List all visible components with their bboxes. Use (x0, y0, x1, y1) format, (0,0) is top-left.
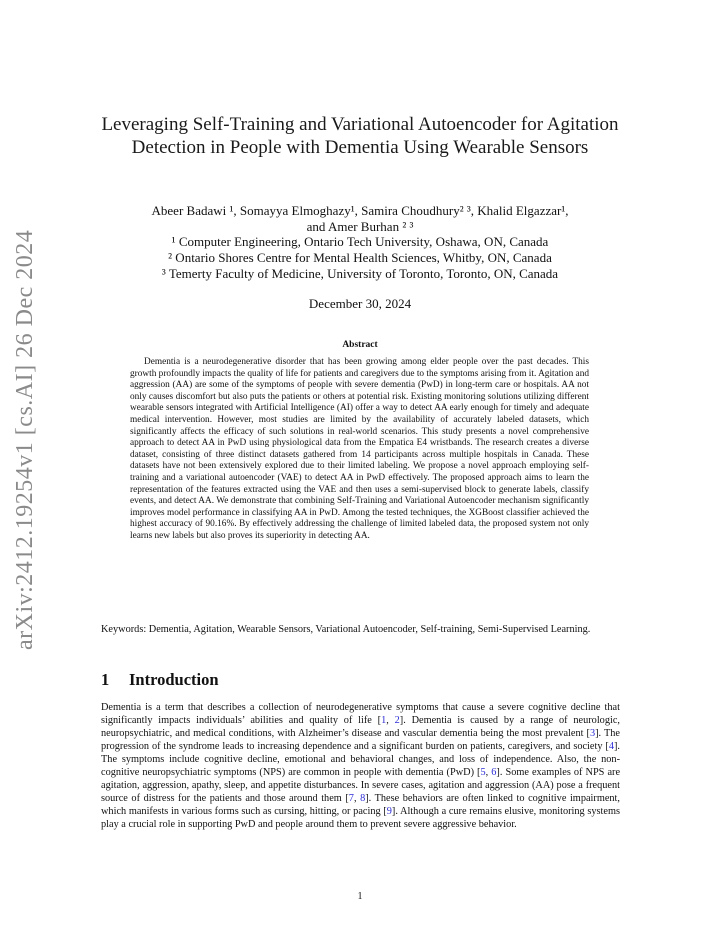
intro-text: ]. Dementia is caused by a range of neurologic, neuropsychiatric, and medical conditions, with Alzheimer’s disease and vascular dementia being the most prevalent [ (101, 715, 620, 739)
authors-line-1: Abeer Badawi ¹, Somayya Elmoghazy¹, Samira Choudhury² ³, Khalid Elgazzar¹, (151, 203, 569, 218)
intro-text: ]. The symptoms include cognitive decline, emotional and behavioral changes, and loss of independence. Also, the non-cognitive neuropsychiatric symptoms (NPS) are common in people with dementia (PwD) [ (101, 741, 620, 778)
citation-link[interactable]: 1 (381, 715, 387, 726)
affiliation-2: ² Ontario Shores Centre for Mental Health Sciences, Whitby, ON, Canada (168, 250, 552, 265)
section-title: Introduction (129, 670, 219, 689)
page-number: 1 (357, 891, 363, 902)
citation-link[interactable]: 3 (589, 728, 596, 739)
authors-line-2: and Amer Burhan ² ³ (306, 219, 414, 234)
section-heading-introduction (101, 670, 219, 690)
intro-text: ]. Although a cure remains elusive, monitoring systems play a crucial role in supporting PwD and people around them to prevent severe aggressive behavior. (101, 806, 620, 830)
intro-text: , (485, 767, 492, 778)
intro-text: , (353, 793, 361, 804)
citation-link[interactable]: 4 (608, 741, 614, 752)
citation-link[interactable]: 6 (491, 767, 497, 778)
citation-link[interactable]: 2 (394, 715, 400, 726)
citation-link[interactable]: 8 (360, 793, 366, 804)
affiliation-1: ¹ Computer Engineering, Ontario Tech University, Oshawa, ON, Canada (171, 234, 549, 249)
introduction-paragraph (101, 701, 620, 831)
section-number: 1 (101, 670, 110, 689)
abstract-heading: Abstract (342, 340, 378, 350)
publication-date: December 30, 2024 (308, 296, 412, 311)
keywords: Keywords: Dementia, Agitation, Wearable Sensors, Variational Autoencoder, Self-training, Semi-Supervised Learning. (101, 624, 591, 635)
abstract-text: Dementia is a neurodegenerative disorder that has been growing among elder people over the past decades. This growth profoundly impacts the quality of life for patients and caregivers due to the symptoms arising from it. Agitation and aggression (AA) are some of the symptoms of people with severe dementia (PwD) in long-term care or hospitals. AA not only causes discomfort but also puts the patients or others at potential risk. Existing monitoring solutions utilizing different wearable sensors integrated with Artificial Intelligence (AI) offer a way to detect AA early enough for timely and adequate medical intervention. However, most studies are limited by the availability of accurately labeled datasets, which significantly affects the efficacy of such solutions in real-world scenarios. This study presents a novel comprehensive approach to detect AA in PwD using physiological data from the Empatica E4 wristbands. The research creates a diverse dataset, consisting of three distinct datasets gathered from 14 participants across multiple hospitals in Canada. These datasets have not been extensively explored due to their limited labeling. We propose a novel approach employing self-training and a variational autoencoder (VAE) to detect AA in PwD effectively. The proposed approach aims to learn the representation of the features extracted using the VAE and then uses a semi-supervised block to generate labels, classify events, and detect AA. We demonstrate that combining Self-Training and Variational Autoencoder mechanism significantly improves model performance in classifying AA in PwD. Among the tested techniques, the XGBoost classifier achieved the highest accuracy of 90.16%. By effectively addressing the challenge of limited labeled data, the proposed system not only learns new labels but also proves its superiority in detecting AA. (130, 357, 589, 541)
citation-link[interactable]: 9 (386, 806, 392, 817)
citation-link[interactable]: 7 (348, 793, 354, 804)
intro-text: ]. These behaviors are often linked to cognitive impairment, which manifests in various forms such as cursing, hitting, or pacing [ (101, 793, 620, 817)
intro-text: , (386, 715, 395, 726)
intro-text: Dementia is a term that describes a collection of neurodegenerative symptoms that cause a severe cognitive decline that significantly impacts individuals’ abilities and quality of life [ (101, 702, 620, 726)
affiliation-3: ³ Temerty Faculty of Medicine, University of Toronto, Toronto, ON, Canada (161, 266, 559, 281)
arxiv-identifier-stamp: arXiv:2412.19254v1 [cs.AI] 26 Dec 2024 (12, 229, 38, 650)
intro-text: ]. Some examples of NPS are agitation, aggression, apathy, sleep, and appetite disturbances. In severe cases, agitation and aggression (AA) pose a frequent source of distress for the patients and those around them [ (101, 767, 621, 804)
author-list (90, 203, 630, 235)
intro-text: ]. The progression of the syndrome leads to increasing dependence and a significant burden on patients, caregivers, and society [ (101, 728, 620, 752)
citation-link[interactable]: 5 (480, 767, 486, 778)
paper-title: Leveraging Self-Training and Variational Autoencoder for Agitation Detection in People with Dementia Using Wearable Sensors (101, 114, 619, 158)
